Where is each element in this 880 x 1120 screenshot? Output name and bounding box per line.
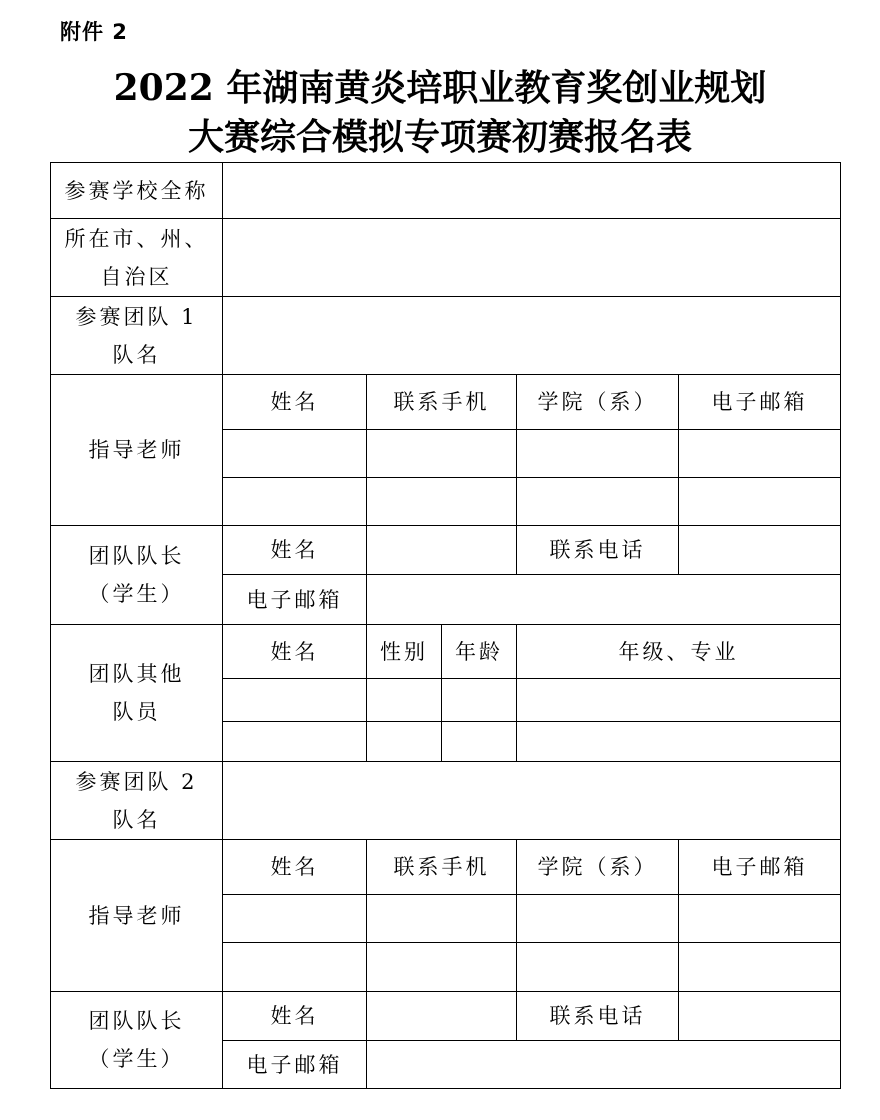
- team2-name-label: 参赛团队 2 队名: [51, 762, 223, 840]
- advisor-email-cell[interactable]: [679, 478, 841, 526]
- leader-email-header: 电子邮箱: [223, 1041, 367, 1089]
- member-name-cell[interactable]: [223, 722, 367, 762]
- leader-name-header: 姓名: [223, 526, 367, 575]
- advisor-email-cell[interactable]: [679, 430, 841, 478]
- leader-phone-cell[interactable]: [679, 526, 841, 575]
- advisor-email-cell[interactable]: [679, 943, 841, 992]
- leader-phone-header: 联系电话: [517, 526, 679, 575]
- member-grade-major-header: 年级、专业: [517, 625, 841, 679]
- school-full-name-field[interactable]: [223, 163, 841, 219]
- team1-advisor-label: 指导老师: [51, 375, 223, 526]
- advisor-name-cell[interactable]: [223, 943, 367, 992]
- member-age-header: 年龄: [442, 625, 517, 679]
- form-title-line-1: 2022 年湖南黄炎培职业教育奖创业规划: [113, 67, 767, 109]
- team1-leader-label: 团队队长（学生）: [51, 526, 223, 625]
- team1-advisor-header-row: [51, 375, 841, 430]
- member-name-cell[interactable]: [223, 679, 367, 722]
- advisor-mobile-cell[interactable]: [367, 478, 517, 526]
- advisor-college-cell[interactable]: [517, 430, 679, 478]
- attachment-label: 附件 2: [60, 20, 128, 44]
- member-name-header: 姓名: [223, 625, 367, 679]
- advisor-email-cell[interactable]: [679, 895, 841, 943]
- advisor-name-cell[interactable]: [223, 478, 367, 526]
- advisor-college-cell[interactable]: [517, 943, 679, 992]
- team1-leader-row: [51, 526, 841, 575]
- team2-advisor-header-row: [51, 840, 841, 895]
- region-field[interactable]: [223, 219, 841, 297]
- member-gender-cell[interactable]: [367, 722, 442, 762]
- registration-form-table: [50, 162, 841, 1089]
- team1-name-row: [51, 297, 841, 375]
- leader-name-cell[interactable]: [367, 992, 517, 1041]
- leader-email-header: 电子邮箱: [223, 575, 367, 625]
- team1-other-members-label: 团队其他队员: [51, 625, 223, 762]
- team1-name-field[interactable]: [223, 297, 841, 375]
- advisor-mobile-cell[interactable]: [367, 943, 517, 992]
- advisor-mobile-header: 联系手机: [367, 840, 517, 895]
- advisor-college-cell[interactable]: [517, 478, 679, 526]
- advisor-mobile-cell[interactable]: [367, 895, 517, 943]
- advisor-email-header: 电子邮箱: [679, 840, 841, 895]
- leader-phone-cell[interactable]: [679, 992, 841, 1041]
- advisor-college-header: 学院（系）: [517, 840, 679, 895]
- school-full-name-label: 参赛学校全称: [51, 163, 223, 219]
- member-gender-cell[interactable]: [367, 679, 442, 722]
- advisor-email-header: 电子邮箱: [679, 375, 841, 430]
- member-age-cell[interactable]: [442, 722, 517, 762]
- advisor-mobile-cell[interactable]: [367, 430, 517, 478]
- form-title-line-2: 大赛综合模拟专项赛初赛报名表: [187, 116, 692, 158]
- school-name-row: [51, 163, 841, 219]
- team2-advisor-label: 指导老师: [51, 840, 223, 992]
- team1-name-label: 参赛团队 1 队名: [51, 297, 223, 375]
- advisor-mobile-header: 联系手机: [367, 375, 517, 430]
- advisor-name-header: 姓名: [223, 375, 367, 430]
- region-label: 所在市、州、自治区: [51, 219, 223, 297]
- leader-email-cell[interactable]: [367, 575, 841, 625]
- team2-name-field[interactable]: [223, 762, 841, 840]
- region-row: [51, 219, 841, 297]
- advisor-name-cell[interactable]: [223, 895, 367, 943]
- member-gender-header: 性别: [367, 625, 442, 679]
- advisor-college-header: 学院（系）: [517, 375, 679, 430]
- leader-email-cell[interactable]: [367, 1041, 841, 1089]
- member-grade-major-cell[interactable]: [517, 722, 841, 762]
- advisor-name-header: 姓名: [223, 840, 367, 895]
- team2-leader-row: [51, 992, 841, 1041]
- leader-name-header: 姓名: [223, 992, 367, 1041]
- team2-name-row: [51, 762, 841, 840]
- leader-name-cell[interactable]: [367, 526, 517, 575]
- member-age-cell[interactable]: [442, 679, 517, 722]
- advisor-college-cell[interactable]: [517, 895, 679, 943]
- advisor-name-cell[interactable]: [223, 430, 367, 478]
- team1-members-header-row: [51, 625, 841, 679]
- team2-leader-label: 团队队长（学生）: [51, 992, 223, 1089]
- member-grade-major-cell[interactable]: [517, 679, 841, 722]
- leader-phone-header: 联系电话: [517, 992, 679, 1041]
